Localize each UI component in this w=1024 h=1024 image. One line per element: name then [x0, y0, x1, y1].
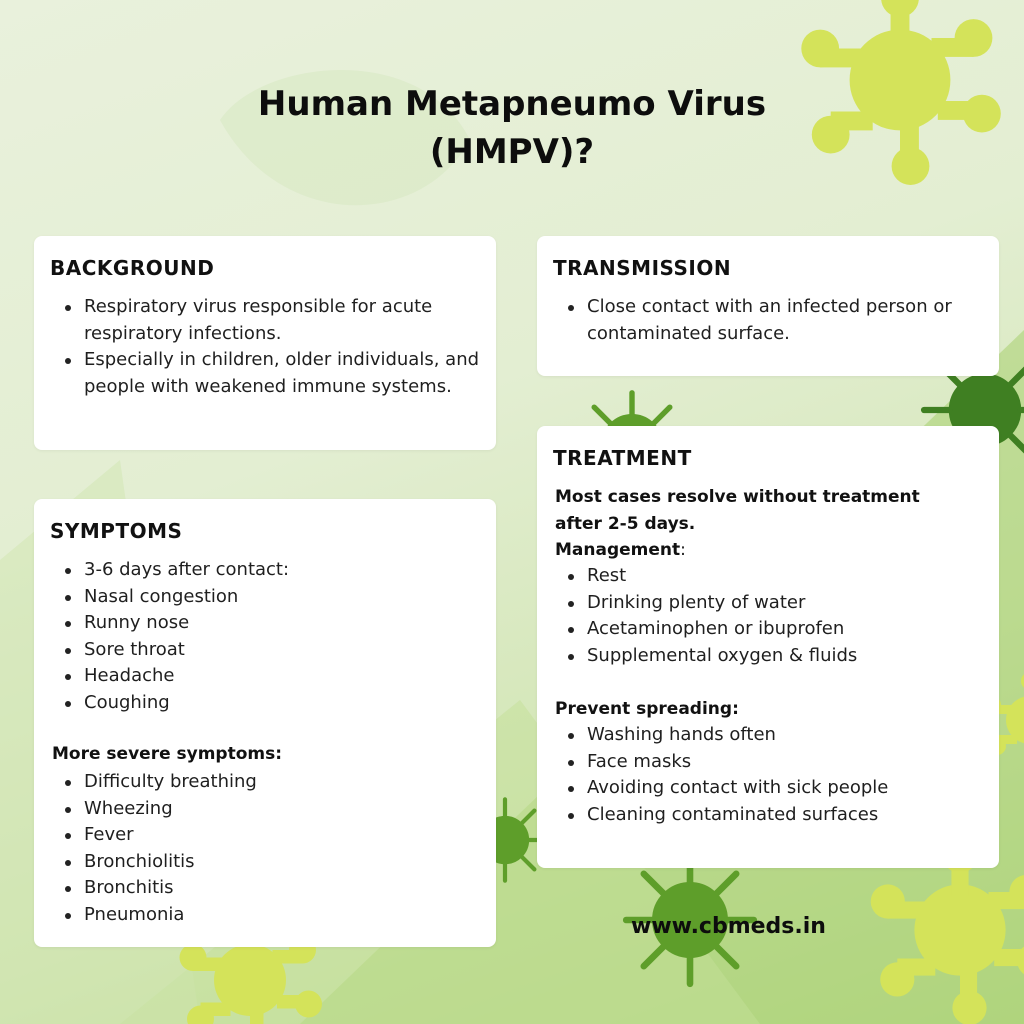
list-item: Drinking plenty of water — [553, 590, 983, 617]
prevent-spreading-list — [553, 722, 983, 828]
treatment-intro-line-1: Most cases resolve without treatment — [555, 487, 920, 507]
management-list — [553, 563, 983, 669]
treatment-intro-line-2: after 2-5 days. — [555, 513, 696, 534]
list-item: Supplemental oxygen & fluids — [553, 643, 983, 670]
list-item: Rest — [553, 563, 983, 590]
symptoms-card — [34, 499, 496, 947]
page-title — [212, 80, 812, 176]
list-item: Headache — [50, 663, 480, 690]
management-label-colon: : — [680, 540, 686, 560]
list-item: Especially in children, older individuals, and people with weakened immune systems. — [50, 347, 480, 400]
treatment-heading: TREATMENT — [553, 446, 692, 470]
management-label — [555, 537, 686, 564]
list-item: Bronchitis — [50, 875, 480, 902]
list-item: Nasal congestion — [50, 584, 480, 611]
background-heading: BACKGROUND — [50, 256, 215, 280]
list-item: Coughing — [50, 690, 480, 717]
treatment-card — [537, 426, 999, 868]
list-item: Acetaminophen or ibuprofen — [553, 616, 983, 643]
website-link[interactable]: www.cbmeds.in — [631, 914, 826, 939]
list-item: Avoiding contact with sick people — [553, 775, 983, 802]
symptoms-list — [50, 557, 480, 716]
list-item: Cleaning contaminated surfaces — [553, 802, 983, 829]
list-item: Sore throat — [50, 637, 480, 664]
list-item: Respiratory virus responsible for acute respiratory infections. — [50, 294, 480, 347]
background-card — [34, 236, 496, 450]
title-line-2: (HMPV)? — [429, 132, 595, 172]
list-item: Fever — [50, 822, 480, 849]
list-item: Runny nose — [50, 610, 480, 637]
severe-symptoms-list — [50, 769, 480, 928]
list-item: Difficulty breathing — [50, 769, 480, 796]
transmission-heading: TRANSMISSION — [553, 256, 732, 280]
list-item: 3-6 days after contact: — [50, 557, 480, 584]
severe-symptoms-label: More severe symptoms: — [52, 744, 283, 764]
symptoms-heading: SYMPTOMS — [50, 519, 183, 543]
title-line-1: Human Metapneumo Virus — [257, 84, 767, 124]
transmission-card — [537, 236, 999, 376]
list-item: Face masks — [553, 749, 983, 776]
list-item: Close contact with an infected person or contaminated surface. — [553, 294, 973, 347]
list-item: Pneumonia — [50, 902, 480, 929]
transmission-list — [553, 294, 973, 347]
background-list — [50, 294, 480, 400]
list-item: Washing hands often — [553, 722, 983, 749]
list-item: Wheezing — [50, 796, 480, 823]
list-item: Bronchiolitis — [50, 849, 480, 876]
treatment-intro — [555, 484, 920, 537]
prevent-spreading-label: Prevent spreading: — [555, 699, 739, 719]
management-label-text: Management — [555, 540, 681, 560]
